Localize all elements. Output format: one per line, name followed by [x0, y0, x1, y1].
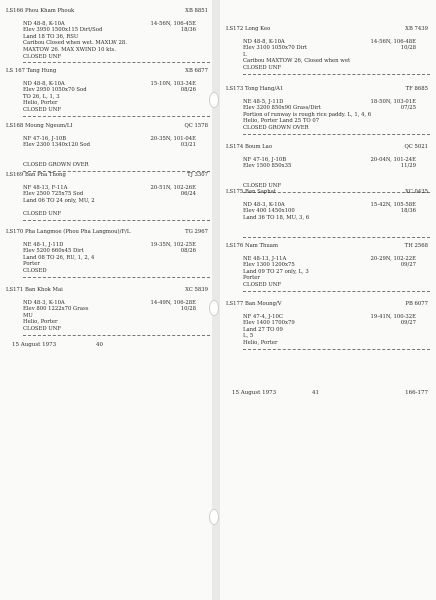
airfield-entry: [226, 26, 430, 75]
page-footer: [232, 390, 428, 396]
entry-line: ND 48-8, K-10A: [243, 38, 285, 45]
entry-code: TH 2568: [404, 243, 428, 249]
entry-line: NE 48-13, J-11A: [243, 255, 287, 262]
entry-line: NF 47-16, J-10B: [23, 135, 67, 142]
entry-id: LS171: [6, 287, 24, 293]
entry-line: [243, 170, 430, 177]
entry-line: NF 47-4, J-10C: [243, 313, 283, 320]
footer-page-number: 41: [312, 390, 319, 396]
entry-name: Ban Saphat: [244, 189, 276, 195]
entry-coordinates: 19-41N, 100-32E 09/27: [370, 313, 416, 327]
entry-line: [243, 221, 430, 228]
entry-header: [226, 243, 430, 250]
entry-line: CLOSED GROWN OVER: [23, 161, 89, 168]
airfield-entry: [6, 8, 210, 63]
entry-line: [23, 149, 210, 156]
entry-line: Elev 2300 1340x120 Sod: [23, 142, 91, 149]
entry-name: Ban Pha Thong: [24, 172, 66, 178]
airfield-entry: [6, 287, 210, 336]
entry-separator: [23, 220, 210, 221]
entry-line: CLOSED UNF: [23, 325, 62, 332]
entry-header: [6, 68, 210, 75]
page-footer: [12, 342, 208, 348]
entry-coordinates: 18-50N, 103-01E 07/25: [370, 98, 416, 112]
entry-line: NF 47-16, J-10B: [243, 156, 287, 163]
entry-line: Land 18 TO 36, RSU: [23, 33, 79, 40]
entry-separator: [23, 62, 210, 63]
entry-id: LS175: [226, 189, 244, 195]
entry-header: [226, 144, 430, 151]
entry-line: Helio, Porter: [23, 319, 58, 326]
entry-line: ND 48-3, K-10A: [23, 299, 65, 306]
binding-strip: [212, 0, 220, 600]
entry-coordinates: 20-35N, 101-04E 03/21: [150, 135, 196, 149]
entry-separator: [23, 335, 210, 336]
entry-line: Elev 3200 850x90 Grass/Dirt: [243, 105, 321, 112]
entry-line: [243, 228, 430, 235]
entry-line: CLOSED UNF: [243, 64, 282, 71]
entry-header: [6, 229, 210, 236]
entry-id: LS176: [226, 243, 244, 249]
entry-line: Porter: [243, 275, 260, 282]
entry-name: Moung Ngeum/LI: [24, 123, 73, 129]
entry-name: Ban Moung/V: [244, 301, 282, 307]
airfield-entry: [226, 86, 430, 135]
entry-code: TJ 3307: [187, 172, 208, 178]
entry-body: [243, 202, 430, 235]
entry-line: Elev 1400 1700x79: [243, 320, 295, 327]
entry-line: L, 5: [243, 333, 254, 340]
entry-coordinates: 15-42N, 105-58E 18/36: [370, 201, 416, 215]
entry-line: [23, 155, 210, 162]
entry-id: LS172: [226, 26, 244, 32]
entry-line: [243, 176, 430, 183]
entry-line: Elev 1500 850x35: [243, 163, 292, 170]
entry-body: [23, 300, 210, 333]
entry-header: [6, 172, 210, 179]
entry-id: LS168: [6, 123, 24, 129]
entry-line: CLOSED UNF: [243, 182, 282, 189]
entry-header: [226, 86, 430, 93]
entry-code: XC 0435: [405, 189, 428, 195]
entry-line: CLOSED UNF: [243, 281, 282, 288]
binder-hole: [209, 509, 219, 525]
entry-id: LS173: [226, 86, 244, 92]
entry-line: L: [243, 51, 247, 58]
entry-id: LS169: [6, 172, 24, 178]
entry-line: TO 26, L, 1, 3: [23, 93, 60, 100]
entry-line: Caribou Closed when wet. MAXLW 28.: [23, 40, 127, 47]
airfield-entry: [6, 123, 210, 172]
entry-code: QC 1578: [184, 123, 208, 129]
entry-name: Long Keo: [244, 26, 271, 32]
entry-name: Boum Lao: [244, 144, 273, 150]
entry-line: CLOSED UNF: [23, 53, 62, 60]
entry-code: XC 5839: [185, 287, 208, 293]
entry-line: MU: [23, 312, 33, 319]
entry-name: Pha Langmoe (Phou Pha Langmou)/F/L: [24, 229, 131, 235]
entry-separator: [23, 116, 210, 117]
entry-coordinates: 20-04N, 101-24E 11/29: [370, 156, 416, 170]
entry-coordinates: 20-29N, 102-22E 09/27: [370, 255, 416, 269]
entry-coordinates: 19-35N, 102-25E 08/26: [150, 241, 196, 255]
entry-body: [23, 81, 210, 114]
entry-id: LS170: [6, 229, 24, 235]
entry-line: Porter: [23, 261, 40, 268]
entry-code: QC 5021: [404, 144, 428, 150]
footer-date: 15 August 1973: [12, 342, 57, 348]
entry-name: Nam Thuam: [244, 243, 278, 249]
entry-code: TG 2967: [185, 229, 208, 235]
entry-line: ND 48-8, K-10A: [23, 20, 65, 27]
entry-line: Land 36 TO 18, MU, 3, 6: [243, 214, 310, 221]
entry-line: Caribou MAXTOW 26, Closed when wet: [243, 58, 351, 65]
footer-page-number: 40: [96, 342, 103, 348]
entry-header: [6, 123, 210, 130]
airfield-entry: [226, 301, 430, 350]
entry-code: XB 8851: [185, 8, 208, 14]
entry-line: [23, 204, 210, 211]
entry-separator: [243, 74, 430, 75]
entry-line: CLOSED GROWN OVER: [243, 124, 309, 131]
entry-id: LS174: [226, 144, 244, 150]
entry-line: Elev 2950 1050x70 Sod: [23, 87, 87, 94]
entry-line: Land 09 TO 27 only, L, 3: [243, 268, 309, 275]
entry-line: Helio, Porter: [243, 339, 278, 346]
entry-name: Tang Hung: [26, 68, 57, 74]
airfield-entry: [6, 68, 210, 117]
entry-coordinates: 20-51N, 102-26E 06/24: [150, 184, 196, 198]
entry-coordinates: 15-10N, 103-34E 08/26: [150, 80, 196, 94]
entry-separator: [243, 291, 430, 292]
entry-line: Elev 2500 725x75 Sod: [23, 191, 84, 198]
entry-body: [243, 157, 430, 190]
entry-body: [243, 256, 430, 289]
entry-line: Portion of runway is rough rice paddy. L, 1, 4, 6: [243, 111, 372, 118]
entry-line: Land 06 TO 24 only, MU, 2: [23, 197, 95, 204]
entry-id: LS177: [226, 301, 244, 307]
entry-name: Tong Hang/A1: [244, 86, 284, 92]
entry-coordinates: 14-56N, 106-45E 18/36: [150, 20, 196, 34]
entry-line: Elev 3950 1500x115 Dirt/Sod: [23, 27, 103, 34]
airfield-entry: [6, 172, 210, 221]
airfield-entry: [226, 189, 430, 238]
entry-line: NF 48-13, F-11A: [23, 184, 68, 191]
entry-line: ND 48-8, K-10A: [23, 80, 65, 87]
entry-line: MAXTOW 26. MAX XWIND 10 kts.: [23, 46, 116, 53]
entry-body: [23, 136, 210, 169]
entry-separator: [243, 349, 430, 350]
entry-header: [226, 189, 430, 196]
left-page: [0, 0, 216, 600]
entry-code: TF 8685: [405, 86, 428, 92]
entry-separator: [243, 237, 430, 238]
entry-code: PB 6077: [405, 301, 428, 307]
entry-line: Elev 400 1450x100: [243, 208, 295, 215]
entry-name: Ban Khok Mai: [24, 287, 63, 293]
entry-line: Land 08 TO 26, RU, 1, 2, 4: [23, 254, 95, 261]
entry-line: Helio, Porter: [23, 100, 58, 107]
entry-line: CLOSED UNF: [23, 106, 62, 113]
binder-hole: [209, 300, 219, 316]
entry-line: Elev 3100 1050x70 Dirt: [243, 45, 308, 52]
entry-line: Helio, Porter Land 25 TO 07: [243, 118, 320, 125]
entry-header: [226, 301, 430, 308]
entry-id: LS166: [6, 8, 24, 14]
entry-coordinates: 14-56N, 106-48E 10/28: [370, 38, 416, 52]
entry-separator: [243, 134, 430, 135]
entry-body: [243, 314, 430, 347]
entry-body: [243, 39, 430, 72]
entry-header: [6, 8, 210, 15]
entry-body: [23, 185, 210, 218]
entry-line: Land 27 TO 09: [243, 326, 283, 333]
airfield-entry: [226, 243, 430, 292]
airfield-entry: [226, 144, 430, 193]
right-page: [220, 0, 436, 600]
airfield-entry: [6, 229, 210, 278]
entry-line: Elev 5200 660x45 Dirt: [23, 248, 84, 255]
entry-code: XB 7439: [405, 26, 428, 32]
footer-range: 166-177: [405, 390, 428, 396]
entry-line: CLOSED UNF: [23, 210, 62, 217]
entry-header: [6, 287, 210, 294]
entry-line: NE 48-5, J-11D: [243, 98, 284, 105]
entry-line: Elev 800 1222x70 Grass: [23, 306, 89, 313]
entry-line: CLOSED: [23, 267, 47, 274]
entry-separator: [23, 277, 210, 278]
binder-hole: [209, 92, 219, 108]
entry-line: Elev 1300 1200x75: [243, 262, 295, 269]
entry-body: [23, 242, 210, 275]
entry-code: XB 6877: [185, 68, 208, 74]
entry-header: [226, 26, 430, 33]
footer-date: 15 August 1973: [232, 390, 277, 396]
entry-line: ND 48-3, K-10A: [243, 201, 285, 208]
entry-coordinates: 14-49N, 106-28E 10/28: [150, 299, 196, 313]
entry-name: Phou Kham Phouk: [24, 8, 75, 14]
entry-body: [243, 99, 430, 132]
entry-id: LS 167: [6, 68, 25, 74]
entry-body: [23, 21, 210, 61]
entry-line: NE 48-1, J-11D: [23, 241, 64, 248]
